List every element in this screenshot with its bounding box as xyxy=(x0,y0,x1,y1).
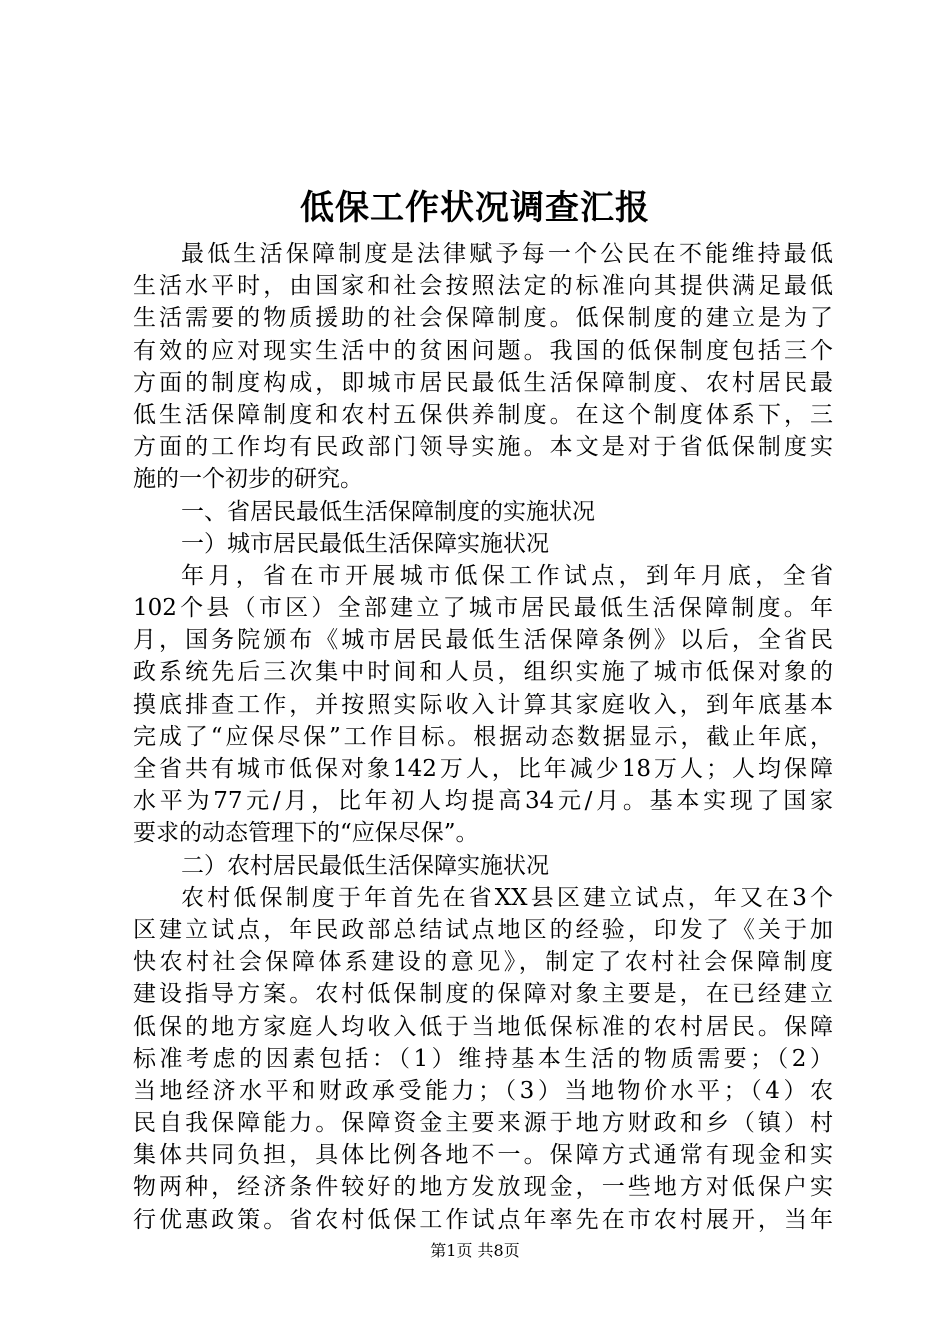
text-line: 生活水平时，由国家和社会按照法定的标准向其提供满足最低 xyxy=(133,273,833,300)
text-line: 月，国务院颁布《城市居民最低生活保障条例》以后，全省民 xyxy=(133,627,833,654)
text-line: 区建立试点，年民政部总结试点地区的经验，印发了《关于加 xyxy=(133,916,833,943)
text-line: 方面的制度构成，即城市居民最低生活保障制度、农村居民最 xyxy=(133,369,833,396)
text-line: 要求的动态管理下的“应保尽保”。 xyxy=(133,820,479,847)
text-line: 农村低保制度于年首先在省XX县区建立试点，年又在3个 xyxy=(181,884,833,911)
text-line: 民自我保障能力。保障资金主要来源于地方财政和乡（镇）村 xyxy=(133,1110,833,1137)
section-heading: 一）城市居民最低生活保障实施状况 xyxy=(181,530,549,557)
document-title: 低保工作状况调查汇报 xyxy=(300,188,650,228)
section-heading: 二）农村居民最低生活保障实施状况 xyxy=(181,852,549,879)
text-line: 当地经济水平和财政承受能力；（3）当地物价水平；（4）农 xyxy=(133,1077,833,1104)
section-heading: 一、省居民最低生活保障制度的实施状况 xyxy=(181,498,595,525)
text-line: 行优惠政策。省农村低保工作试点年率先在市农村展开，当年 xyxy=(133,1206,833,1233)
text-line: 标准考虑的因素包括：（1）维持基本生活的物质需要；（2） xyxy=(133,1045,833,1072)
text-line: 生活需要的物质援助的社会保障制度。低保制度的建立是为了 xyxy=(133,305,833,332)
text-line: 建设指导方案。农村低保制度的保障对象主要是，在已经建立 xyxy=(133,981,833,1008)
text-line: 政系统先后三次集中时间和人员，组织实施了城市低保对象的 xyxy=(133,659,833,686)
text-line: 方面的工作均有民政部门领导实施。本文是对于省低保制度实 xyxy=(133,434,833,461)
text-line: 物两种，经济条件较好的地方发放现金，一些地方对低保户实 xyxy=(133,1174,833,1201)
text-line: 年月，省在市开展城市低保工作试点，到年月底，全省 xyxy=(181,562,833,589)
text-line: 快农村社会保障体系建设的意见》，制定了农村社会保障制度 xyxy=(133,949,833,976)
page-footer: 第1页 共8页 xyxy=(430,1241,520,1260)
document-body xyxy=(133,238,833,1236)
text-line: 低生活保障制度和农村五保供养制度。在这个制度体系下，三 xyxy=(133,401,833,428)
text-line: 最低生活保障制度是法律赋予每一个公民在不能维持最低 xyxy=(181,241,833,267)
text-line: 摸底排查工作，并按照实际收入计算其家庭收入，到年底基本 xyxy=(133,691,833,718)
text-line: 全省共有城市低保对象142万人，比年减少18万人；人均保障 xyxy=(133,756,833,782)
text-line: 完成了“应保尽保”工作目标。根据动态数据显示，截止年底， xyxy=(133,723,833,750)
text-line: 施的一个初步的研究。 xyxy=(133,466,363,493)
text-line: 低保的地方家庭人均收入低于当地低保标准的农村居民。保障 xyxy=(133,1013,833,1040)
text-line: 102个县（市区）全部建立了城市居民最低生活保障制度。年 xyxy=(133,595,833,622)
text-line: 集体共同负担，具体比例各地不一。保障方式通常有现金和实 xyxy=(133,1142,833,1169)
text-line: 水平为77元/月，比年初人均提高34元/月。基本实现了国家 xyxy=(133,788,833,815)
text-line: 有效的应对现实生活中的贫困问题。我国的低保制度包括三个 xyxy=(133,337,833,364)
